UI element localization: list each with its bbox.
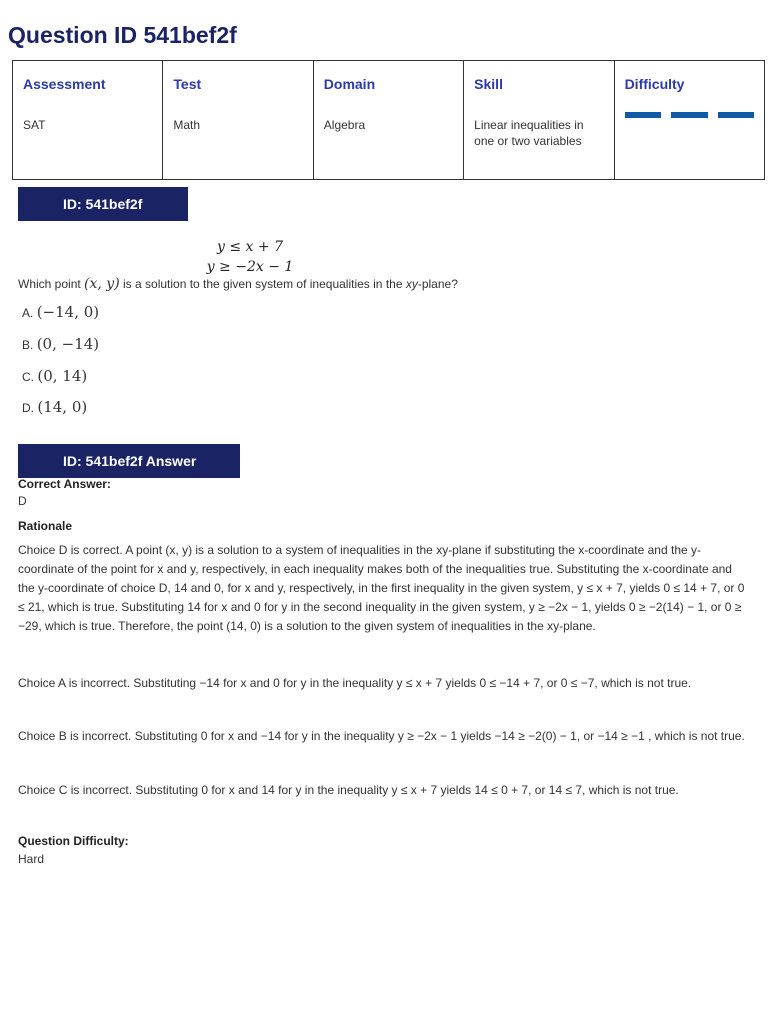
rationale-choice-c: Choice C is incorrect. Substituting 0 for x and 14 for y in the inequality y ≤ x + 7 yields 14 ≤ 0 + 7, or 14 ≤ 7, which is not true. bbox=[18, 783, 679, 797]
inequality-2: y ≥ −2x − 1 bbox=[206, 259, 294, 275]
meta-value-skill: Linear inequalities in one or two variables bbox=[464, 105, 614, 180]
choice-d[interactable] bbox=[22, 398, 87, 416]
meta-header-domain: Domain bbox=[313, 61, 463, 105]
correct-answer-label: Correct Answer: bbox=[18, 477, 111, 491]
meta-header-difficulty: Difficulty bbox=[614, 61, 764, 105]
prompt-text: Which point bbox=[18, 277, 85, 291]
question-id-banner: ID: 541bef2f bbox=[18, 187, 188, 221]
choice-value: (0, 14) bbox=[37, 367, 88, 385]
choice-value: (−14, 0) bbox=[36, 303, 100, 321]
meta-value-assessment: SAT bbox=[13, 105, 163, 180]
choice-value: (14, 0) bbox=[37, 398, 88, 416]
choice-value: (0, −14) bbox=[36, 335, 100, 353]
choice-letter: B. bbox=[22, 338, 34, 352]
choice-letter: A. bbox=[22, 306, 34, 320]
meta-value-test: Math bbox=[163, 105, 313, 180]
rationale-choice-d: Choice D is correct. A point (x, y) is a solution to a system of inequalities in the xy-plane if substituting the x-coordinate and the y-coordinate of the point for x and y, respectively, in each inequality makes both of the inequalities true. Substituting the x-coordinate and the y-coordinate of choice D, 14 and 0, for x and y, respectively, in the first inequality in the given system, y ≤ x + 7, yields 0 ≤ 14 + 7, or 0 ≤ 21, which is true. Substituting 14 for x and 0 for y in the second inequality in the given system, y ≥ −2x − 1, yields 0 ≥ −2(14) − 1, or 0 ≥ −29, which is true. Therefore, the point (14, 0) is a solution to the given system of inequalities in the xy-plane. bbox=[18, 543, 745, 633]
choice-letter: C. bbox=[22, 370, 34, 384]
rationale-choice-b: Choice B is incorrect. Substituting 0 for x and −14 for y in the inequality y ≥ −2x − 1 yields −14 ≥ −2(0) − 1, or −14 ≥ −1 , which is not true. bbox=[18, 729, 745, 743]
meta-value-row bbox=[13, 105, 765, 180]
difficulty-bar bbox=[718, 112, 754, 118]
answer-id-banner: ID: 541bef2f Answer bbox=[18, 444, 240, 478]
choice-letter: D. bbox=[22, 401, 34, 415]
correct-answer-value: D bbox=[18, 494, 27, 508]
meta-header-test: Test bbox=[163, 61, 313, 105]
inequality-1: y ≤ x + 7 bbox=[217, 239, 283, 255]
meta-value-domain: Algebra bbox=[313, 105, 463, 180]
difficulty-bar bbox=[625, 112, 661, 118]
page-title: Question ID 541bef2f bbox=[8, 22, 237, 48]
question-difficulty-label: Question Difficulty: bbox=[18, 834, 129, 848]
choice-c[interactable] bbox=[22, 367, 87, 385]
question-prompt bbox=[18, 275, 746, 294]
choice-a[interactable] bbox=[22, 303, 99, 321]
meta-value-difficulty bbox=[614, 105, 764, 180]
prompt-point: (x, y) bbox=[84, 276, 120, 292]
difficulty-bar bbox=[671, 112, 707, 118]
prompt-text: is a solution to the given system of inequalities in the bbox=[119, 277, 406, 291]
question-difficulty-value: Hard bbox=[18, 852, 45, 866]
rationale-choice-a: Choice A is incorrect. Substituting −14 for x and 0 for y in the inequality y ≤ x + 7 yields 0 ≤ −14 + 7, or 0 ≤ −7, which is not true. bbox=[18, 676, 692, 690]
prompt-text: -plane? bbox=[417, 277, 458, 291]
rationale-label: Rationale bbox=[18, 519, 73, 533]
meta-header-skill: Skill bbox=[464, 61, 614, 105]
choice-b[interactable] bbox=[22, 335, 99, 353]
difficulty-bars bbox=[625, 112, 754, 118]
meta-header-assessment: Assessment bbox=[13, 61, 163, 105]
meta-header-row bbox=[13, 61, 765, 105]
inequality-system bbox=[150, 237, 350, 277]
question-meta-table bbox=[12, 60, 765, 180]
prompt-xy: xy bbox=[405, 277, 418, 291]
